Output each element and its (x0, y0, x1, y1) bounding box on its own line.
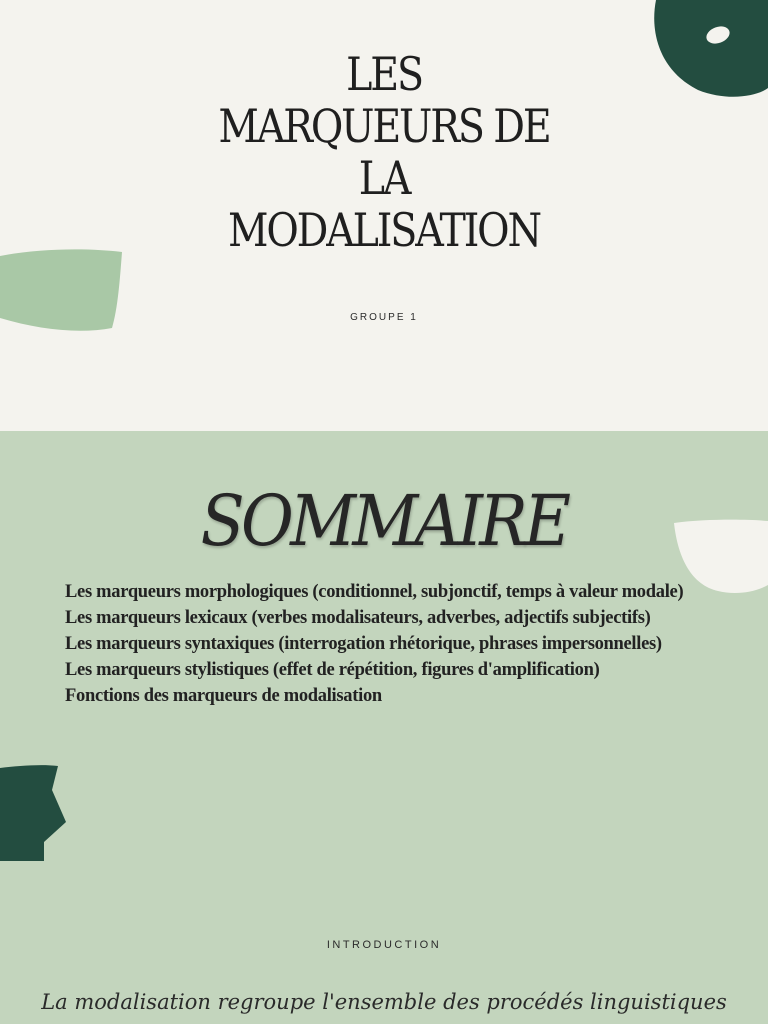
summary-title: SOMMAIRE (200, 480, 568, 562)
dark-green-flag-shape-icon (0, 764, 66, 861)
list-item: Les marqueurs morphologiques (conditionnel, subjonctif, temps à valeur modale) (65, 582, 684, 602)
summary-slide (0, 431, 768, 861)
list-item: Les marqueurs syntaxiques (interrogation rhétorique, phrases impersonnelles) (65, 634, 662, 654)
intro-paragraph: La modalisation regroupe l'ensemble des procédés linguistiques (41, 990, 727, 1014)
page-title (54, 48, 714, 256)
summary-list (65, 579, 745, 709)
subtitle: GROUPE 1 (350, 312, 418, 323)
list-item: Fonctions des marqueurs de modalisation (65, 686, 382, 706)
list-item: Les marqueurs stylistiques (effet de répétition, figures d'amplification) (65, 660, 600, 680)
title-slide (0, 0, 768, 431)
title-line: MODALISATION (228, 203, 540, 257)
section-label: INTRODUCTION (326, 939, 442, 951)
title-line: MARQUEURS DE (218, 99, 550, 153)
list-item: Les marqueurs lexicaux (verbes modalisateurs, adverbes, adjectifs subjectifs) (65, 608, 651, 628)
introduction-slide (0, 861, 768, 1024)
title-line: LES (346, 47, 422, 101)
title-line: LA (358, 151, 410, 205)
